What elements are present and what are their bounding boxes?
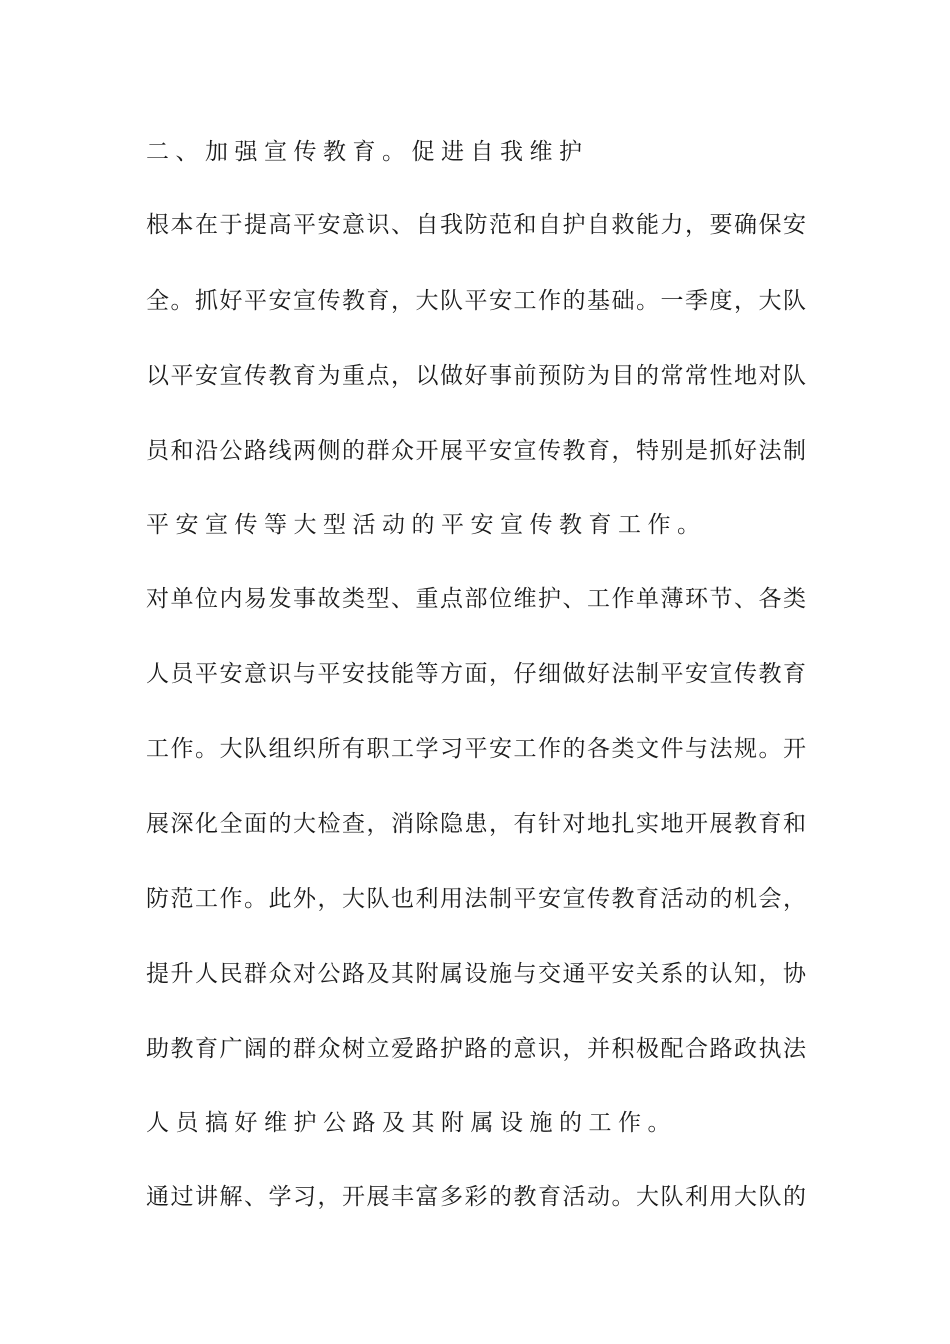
paragraph-1-line-5: 平安宣传等大型活动的平安宣传教育工作。 (146, 512, 707, 538)
paragraph-1-line-3: 以平安宣传教育为重点，以做好事前预防为目的常常性地对队 (146, 363, 806, 389)
paragraph-1-line-1: 根本在于提高平安意识、自我防范和自护自救能力，要确保安 (146, 212, 806, 238)
paragraph-2-line-3: 工作。大队组织所有职工学习平安工作的各类文件与法规。开 (146, 736, 806, 762)
paragraph-2-line-6: 提升人民群众对公路及其附属设施与交通平安关系的认知，协 (146, 961, 806, 987)
paragraph-1-line-2: 全。抓好平安宣传教育，大队平安工作的基础。一季度，大队 (146, 288, 806, 314)
paragraph-2-line-4: 展深化全面的大检查，消除隐患，有针对地扎实地开展教育和 (146, 811, 806, 837)
paragraph-2-line-2: 人员平安意识与平安技能等方面，仔细做好法制平安宣传教育 (146, 661, 806, 687)
paragraph-2-line-1: 对单位内易发事故类型、重点部位维护、工作单薄环节、各类 (146, 586, 806, 612)
paragraph-2-line-5: 防范工作。此外，大队也利用法制平安宣传教育活动的机会， (146, 886, 806, 912)
paragraph-2-line-8: 人员搞好维护公路及其附属设施的工作。 (146, 1110, 677, 1136)
paragraph-1-line-4: 员和沿公路线两侧的群众开展平安宣传教育，特别是抓好法制 (146, 438, 806, 464)
paragraph-2-line-7: 助教育广阔的群众树立爱路护路的意识，并积极配合路政执法 (146, 1036, 806, 1062)
section-heading: 二、加强宣传教育。促进自我维护 (146, 139, 589, 165)
paragraph-3-line-1: 通过讲解、学习，开展丰富多彩的教育活动。大队利用大队的 (146, 1184, 806, 1210)
